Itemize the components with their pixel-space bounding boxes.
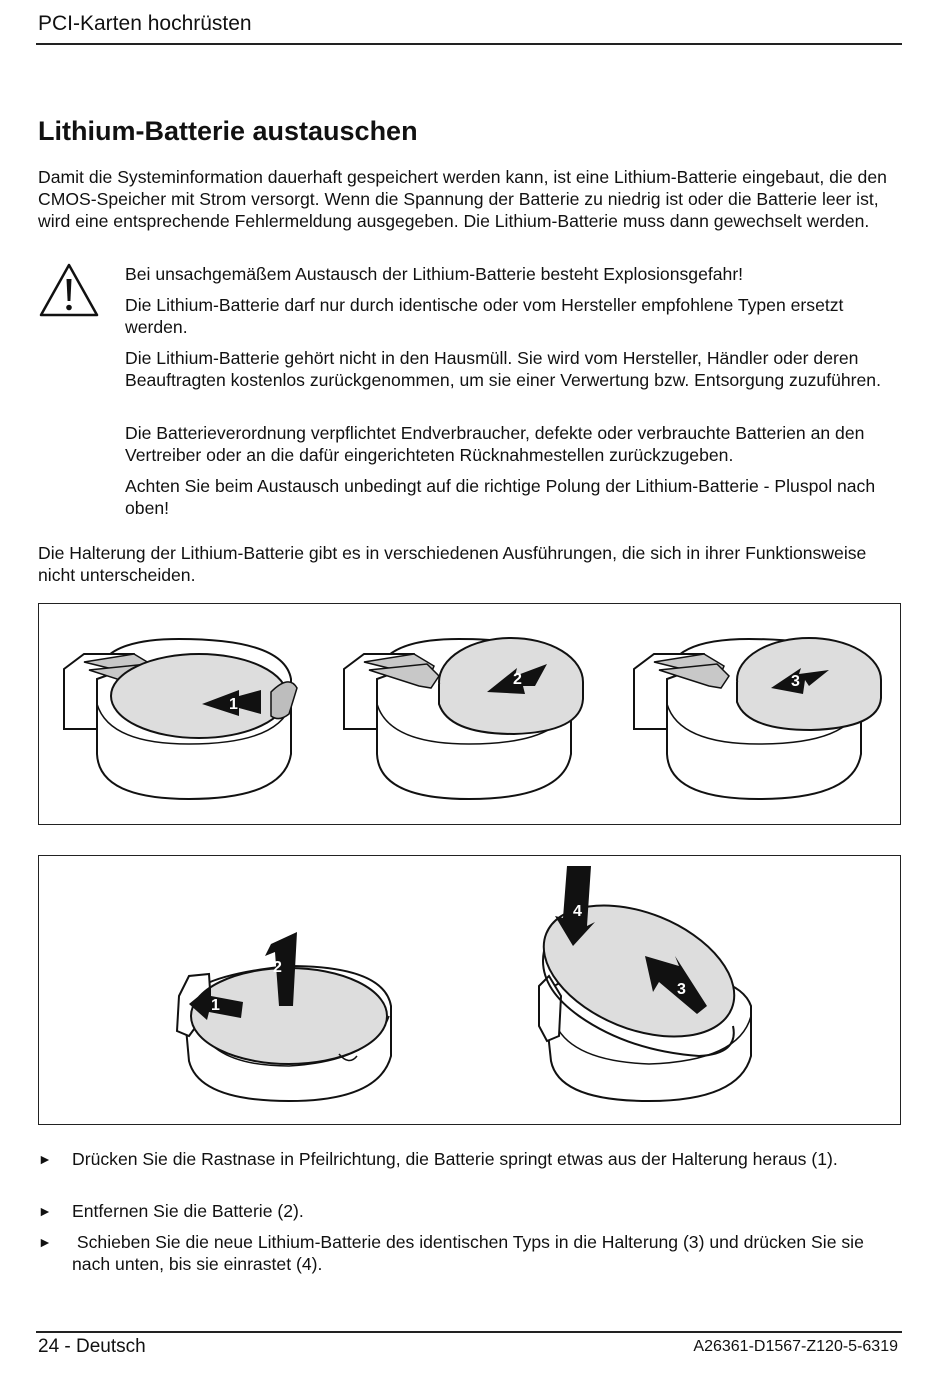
warning-text-2: Die Lithium-Batterie darf nur durch identische oder vom Hersteller empfohlene Typen ersetzt werden. bbox=[125, 295, 844, 337]
header-rule bbox=[36, 43, 902, 45]
running-header: PCI-Karten hochrüsten bbox=[38, 12, 252, 35]
warning-text-1: Bei unsachgemäßem Austausch der Lithium-Batterie besteht Explosionsgefahr! bbox=[125, 264, 744, 284]
battery-holder-illustration-1 bbox=[39, 604, 902, 826]
battery-holder-figure-1 bbox=[38, 603, 901, 825]
footer-rule bbox=[36, 1331, 902, 1333]
warning-text-3: Die Lithium-Batterie gehört nicht in den Hausmüll. Sie wird vom Hersteller, Händler oder deren Beauftragten kostenlos zurückgenommen, um sie einer Verwertung bzw. Entsorgung zuzuführen. bbox=[125, 348, 881, 390]
figure2-label-4: 4 bbox=[573, 903, 582, 920]
figure2-label-3: 3 bbox=[677, 981, 686, 998]
warning-text-4: Die Batterieverordnung verpflichtet Endverbraucher, defekte oder verbrauchte Batterien an den Vertreiber oder an die dafür eingerichteten Rücknahmestellen zurückzugeben. bbox=[125, 423, 865, 465]
figure2-label-1: 1 bbox=[211, 997, 220, 1014]
page-number: 24 - Deutsch bbox=[38, 1336, 146, 1357]
triangle-bullet-icon: ► bbox=[38, 1234, 52, 1250]
holder-note: Die Halterung der Lithium-Batterie gibt es in verschiedenen Ausführungen, die sich in ihrer Funktionsweise nicht unterscheiden. bbox=[38, 543, 867, 585]
step-3-text: Schieben Sie die neue Lithium-Batterie des identischen Typs in die Halterung (3) und drücken Sie sie nach unten, bis sie einrastet (4). bbox=[72, 1232, 869, 1274]
battery-holder-illustration-2 bbox=[39, 856, 902, 1126]
document-number: A26361-D1567-Z120-5-6319 bbox=[693, 1338, 898, 1355]
triangle-bullet-icon: ► bbox=[38, 1203, 52, 1219]
figure1-label-1: 1 bbox=[229, 696, 238, 713]
warning-triangle-icon bbox=[38, 262, 100, 318]
triangle-bullet-icon: ► bbox=[38, 1151, 52, 1167]
step-2-text: Entfernen Sie die Batterie (2). bbox=[72, 1201, 304, 1221]
figure1-label-2: 2 bbox=[513, 671, 522, 688]
warning-text-5: Achten Sie beim Austausch unbedingt auf die richtige Polung der Lithium-Batterie - Pluspol nach oben! bbox=[125, 476, 876, 518]
figure2-label-2: 2 bbox=[273, 959, 282, 976]
figure1-label-3: 3 bbox=[791, 673, 800, 690]
section-heading: Lithium-Batterie austauschen bbox=[38, 116, 418, 146]
intro-paragraph: Damit die Systeminformation dauerhaft gespeichert werden kann, ist eine Lithium-Batterie eingebaut, die den CMOS-Speicher mit Strom versorgt. Wenn die Spannung der Batterie zu niedrig ist oder die Batterie leer ist, wird eine entsprechende Fehlermeldung ausgegeben. Die Lithium-Batterie muss dann gewechselt werden. bbox=[38, 167, 887, 231]
battery-holder-figure-2 bbox=[38, 855, 901, 1125]
step-1-text: Drücken Sie die Rastnase in Pfeilrichtung, die Batterie springt etwas aus der Halterung heraus (1). bbox=[72, 1149, 838, 1169]
